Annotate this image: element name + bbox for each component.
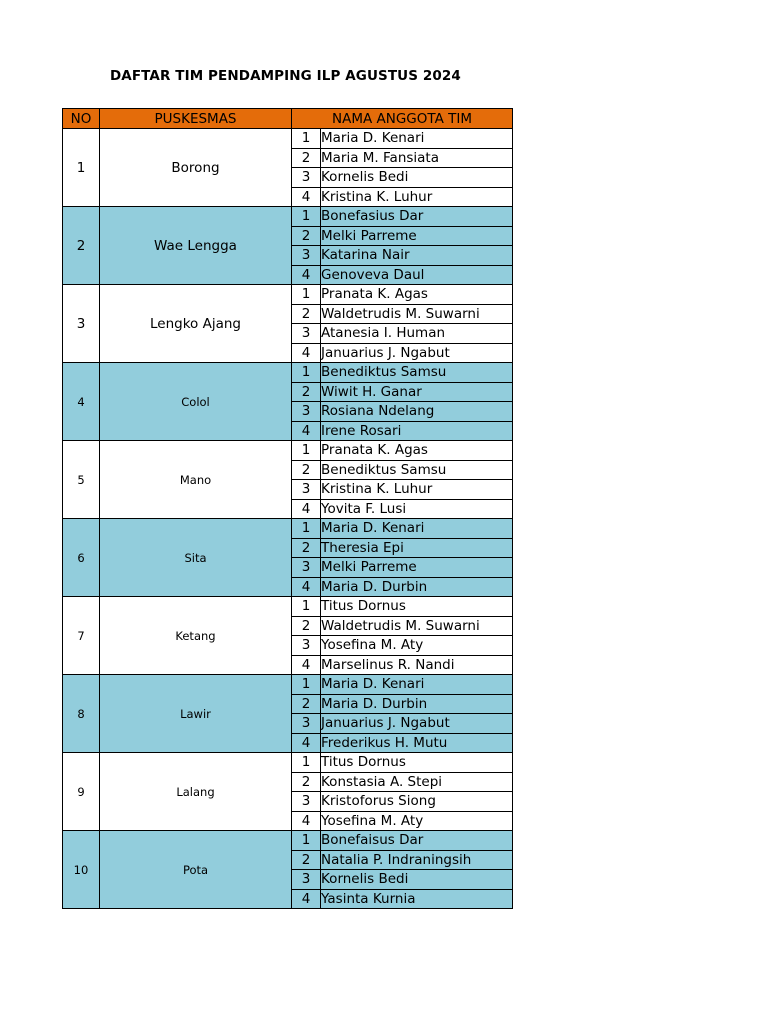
member-name: Natalia P. Indraningsih — [321, 850, 513, 870]
member-name: Yosefina M. Aty — [321, 636, 513, 656]
member-number: 4 — [292, 499, 321, 519]
member-name: Pranata K. Agas — [321, 285, 513, 305]
member-number: 3 — [292, 792, 321, 812]
member-number: 4 — [292, 265, 321, 285]
group-number: 2 — [63, 207, 100, 285]
member-number: 2 — [292, 538, 321, 558]
member-number: 4 — [292, 577, 321, 597]
header-members: NAMA ANGGOTA TIM — [292, 109, 513, 129]
member-name: Yasinta Kurnia — [321, 889, 513, 909]
member-number: 1 — [292, 675, 321, 695]
member-name: Maria D. Durbin — [321, 694, 513, 714]
member-number: 2 — [292, 304, 321, 324]
member-name: Kristina K. Luhur — [321, 187, 513, 207]
member-name: Maria D. Kenari — [321, 519, 513, 539]
member-name: Waldetrudis M. Suwarni — [321, 616, 513, 636]
member-name: Titus Dornus — [321, 597, 513, 617]
puskesmas-name: Lalang — [100, 753, 292, 831]
member-number: 2 — [292, 772, 321, 792]
member-number: 3 — [292, 324, 321, 344]
table-row — [63, 363, 513, 383]
member-name: Januarius J. Ngabut — [321, 714, 513, 734]
member-number: 2 — [292, 694, 321, 714]
member-name: Rosiana Ndelang — [321, 402, 513, 422]
member-name: Yovita F. Lusi — [321, 499, 513, 519]
member-name: Bonefasius Dar — [321, 207, 513, 227]
member-name: Theresia Epi — [321, 538, 513, 558]
puskesmas-name: Wae Lengga — [100, 207, 292, 285]
table-row — [63, 831, 513, 851]
member-name: Kristina K. Luhur — [321, 480, 513, 500]
member-number: 1 — [292, 519, 321, 539]
member-name: Konstasia A. Stepi — [321, 772, 513, 792]
member-number: 1 — [292, 129, 321, 149]
document-title: DAFTAR TIM PENDAMPING ILP AGUSTUS 2024 — [110, 68, 461, 84]
member-number: 2 — [292, 850, 321, 870]
member-number: 2 — [292, 382, 321, 402]
member-number: 4 — [292, 343, 321, 363]
member-name: Pranata K. Agas — [321, 441, 513, 461]
table-row — [63, 597, 513, 617]
member-number: 4 — [292, 187, 321, 207]
member-name: Genoveva Daul — [321, 265, 513, 285]
member-name: Frederikus H. Mutu — [321, 733, 513, 753]
table-row — [63, 285, 513, 305]
table-row — [63, 753, 513, 773]
member-name: Titus Dornus — [321, 753, 513, 773]
group-number: 4 — [63, 363, 100, 441]
member-number: 2 — [292, 226, 321, 246]
member-name: Irene Rosari — [321, 421, 513, 441]
member-number: 1 — [292, 207, 321, 227]
group-number: 8 — [63, 675, 100, 753]
member-name: Wiwit H. Ganar — [321, 382, 513, 402]
puskesmas-name: Pota — [100, 831, 292, 909]
member-name: Benediktus Samsu — [321, 363, 513, 383]
member-number: 4 — [292, 733, 321, 753]
puskesmas-name: Lengko Ajang — [100, 285, 292, 363]
member-number: 1 — [292, 753, 321, 773]
puskesmas-name: Lawir — [100, 675, 292, 753]
header-row — [63, 109, 513, 129]
member-number: 3 — [292, 480, 321, 500]
member-name: Yosefina M. Aty — [321, 811, 513, 831]
puskesmas-name: Sita — [100, 519, 292, 597]
member-number: 1 — [292, 597, 321, 617]
member-name: Maria M. Fansiata — [321, 148, 513, 168]
member-name: Maria D. Kenari — [321, 675, 513, 695]
member-number: 2 — [292, 616, 321, 636]
member-number: 4 — [292, 655, 321, 675]
member-number: 3 — [292, 246, 321, 266]
group-number: 7 — [63, 597, 100, 675]
member-number: 3 — [292, 558, 321, 578]
member-name: Kornelis Bedi — [321, 168, 513, 188]
member-name: Melki Parreme — [321, 558, 513, 578]
puskesmas-name: Mano — [100, 441, 292, 519]
group-number: 3 — [63, 285, 100, 363]
member-number: 3 — [292, 714, 321, 734]
member-name: Bonefaisus Dar — [321, 831, 513, 851]
table-row — [63, 129, 513, 149]
header-no: NO — [63, 109, 100, 129]
member-name: Maria D. Durbin — [321, 577, 513, 597]
puskesmas-name: Borong — [100, 129, 292, 207]
member-number: 4 — [292, 811, 321, 831]
puskesmas-name: Ketang — [100, 597, 292, 675]
member-name: Katarina Nair — [321, 246, 513, 266]
member-number: 2 — [292, 460, 321, 480]
puskesmas-name: Colol — [100, 363, 292, 441]
member-number: 1 — [292, 285, 321, 305]
table-row — [63, 519, 513, 539]
member-name: Maria D. Kenari — [321, 129, 513, 149]
group-number: 5 — [63, 441, 100, 519]
member-name: Waldetrudis M. Suwarni — [321, 304, 513, 324]
roster-body — [63, 129, 513, 909]
member-name: Kornelis Bedi — [321, 870, 513, 890]
member-number: 3 — [292, 402, 321, 422]
member-name: Marselinus R. Nandi — [321, 655, 513, 675]
group-number: 6 — [63, 519, 100, 597]
member-number: 4 — [292, 421, 321, 441]
member-number: 3 — [292, 168, 321, 188]
member-number: 1 — [292, 441, 321, 461]
group-number: 10 — [63, 831, 100, 909]
member-name: Kristoforus Siong — [321, 792, 513, 812]
team-roster-table — [62, 108, 513, 909]
group-number: 1 — [63, 129, 100, 207]
member-name: Januarius J. Ngabut — [321, 343, 513, 363]
header-puskesmas: PUSKESMAS — [100, 109, 292, 129]
table-row — [63, 207, 513, 227]
member-name: Benediktus Samsu — [321, 460, 513, 480]
member-number: 2 — [292, 148, 321, 168]
member-number: 1 — [292, 363, 321, 383]
member-number: 3 — [292, 870, 321, 890]
member-number: 1 — [292, 831, 321, 851]
table-row — [63, 675, 513, 695]
group-number: 9 — [63, 753, 100, 831]
table-row — [63, 441, 513, 461]
member-number: 4 — [292, 889, 321, 909]
member-number: 3 — [292, 636, 321, 656]
member-name: Melki Parreme — [321, 226, 513, 246]
member-name: Atanesia I. Human — [321, 324, 513, 344]
